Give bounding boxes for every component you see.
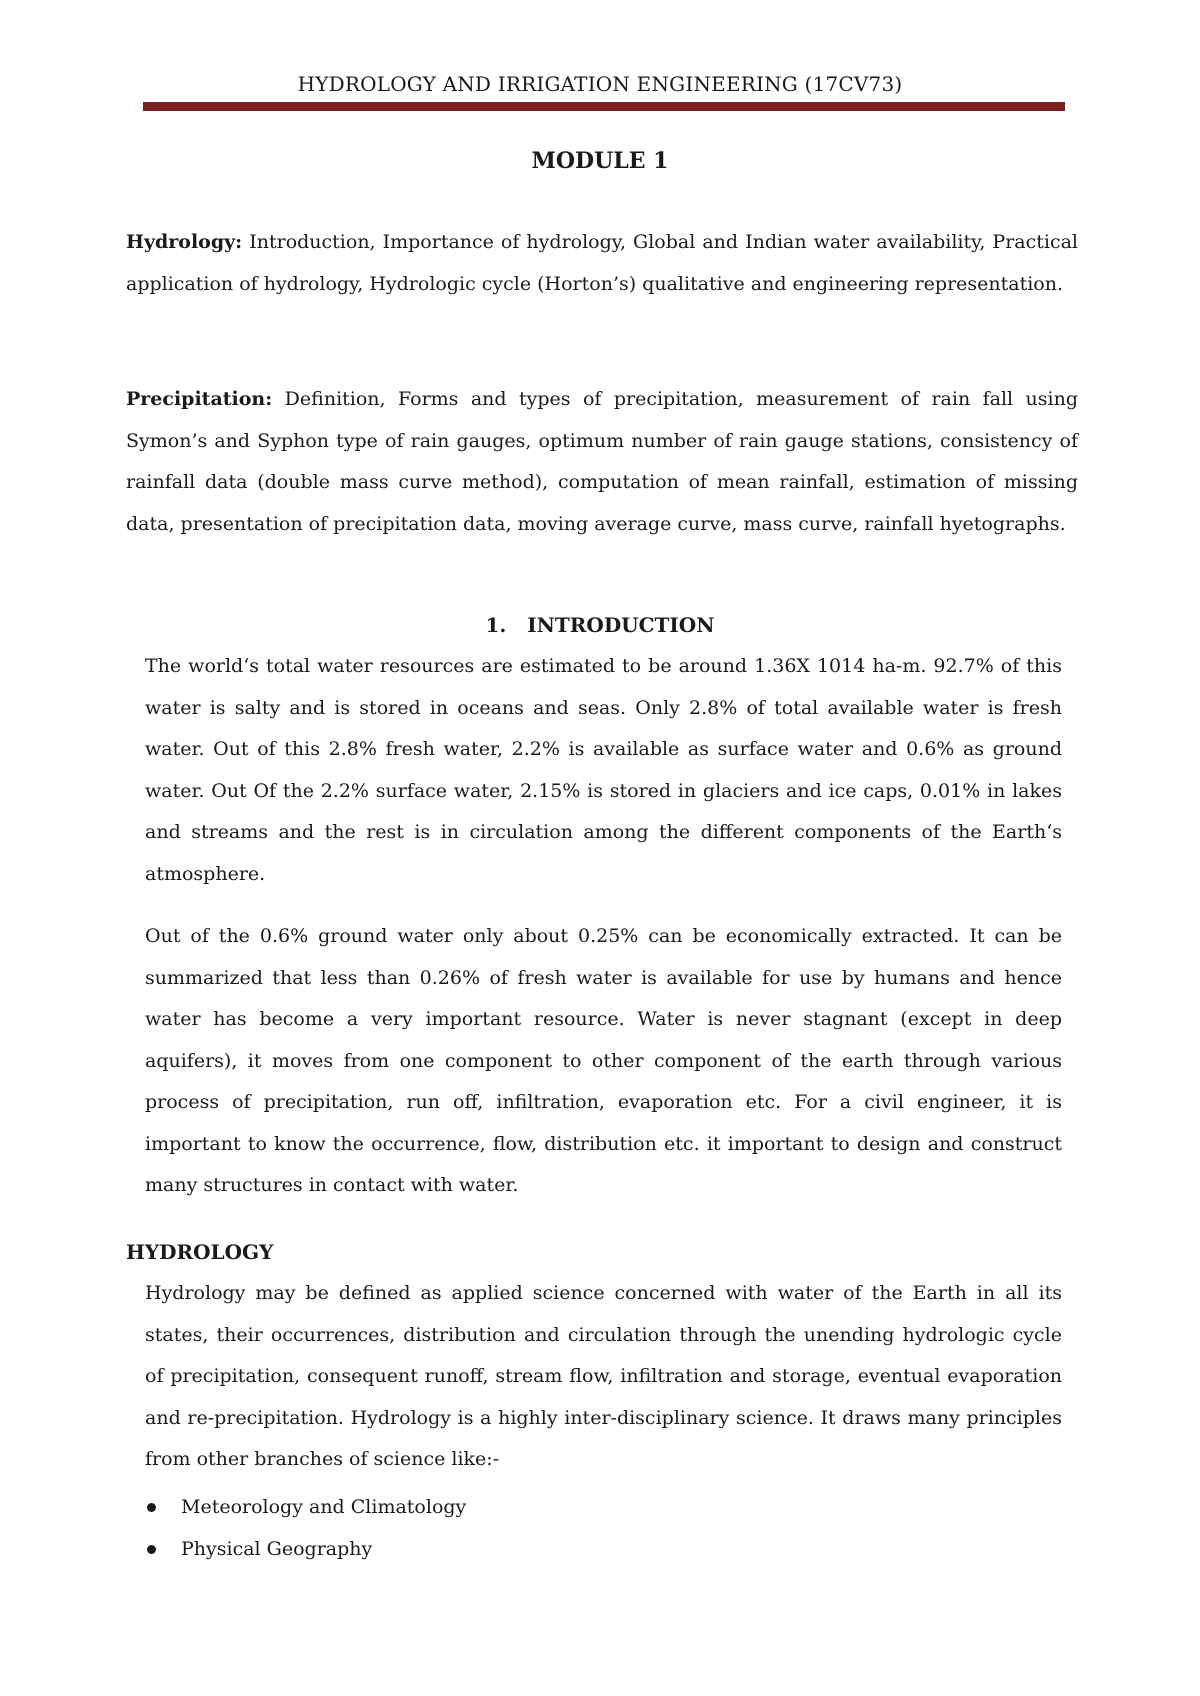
hydrology-heading: HYDROLOGY: [126, 1240, 274, 1264]
page-header-title: HYDROLOGY AND IRRIGATION ENGINEERING (17CV73): [297, 72, 903, 96]
syllabus-precipitation: [126, 379, 1078, 545]
syllabus-hydrology-text: Introduction, Importance of hydrology, Global and Indian water availability, Practical application of hydrology, Hydrologic cycle (Horton’s) qualitative and engineering representation.: [126, 231, 1078, 295]
syllabus-precipitation-text: Definition, Forms and types of precipitation, measurement of rain fall using Symon’s and Syphon type of rain gauges, optimum number of rain gauge stations, consistency of rainfall data (double mass curve method), computation of mean rainfall, estimation of missing data, presentation of precipitation data, moving average curve, mass curve, rainfall hyetographs.: [126, 388, 1078, 535]
introduction-paragraph-1: The world‘s total water resources are estimated to be around 1.36X 1014 ha-m. 92.7% of this water is salty and is stored in oceans and seas. Only 2.8% of total available water is fresh water. Out of this 2.8% fresh water, 2.2% is available as surface water and 0.6% as ground water. Out Of the 2.2% surface water, 2.15% is stored in glaciers and ice caps, 0.01% in lakes and streams and the rest is in circulation among the different components of the Earth‘s atmosphere.: [145, 655, 1062, 885]
syllabus-hydrology: [126, 222, 1078, 305]
list-item: Meteorology and Climatology: [145, 1487, 466, 1529]
list-item: Physical Geography: [145, 1529, 466, 1571]
header-divider: [143, 102, 1065, 111]
hydrology-paragraph-1: Hydrology may be defined as applied science concerned with water of the Earth in all its states, their occurrences, distribution and circulation through the unending hydrologic cycle of precipitation, consequent runoff, stream flow, infiltration and storage, eventual evaporation and re-precipitation. Hydrology is a highly inter-disciplinary science. It draws many principles from other branches of science like:-: [145, 1282, 1062, 1470]
syllabus-hydrology-label: Hydrology:: [126, 231, 243, 253]
introduction-paragraph-2: Out of the 0.6% ground water only about 0.25% can be economically extracted. It can be summarized that less than 0.26% of fresh water is available for use by humans and hence water has become a very important resource. Water is never stagnant (except in deep aquifers), it moves from one component to other component of the earth through various process of precipitation, run off, infiltration, evaporation etc. For a civil engineer, it is important to know the occurrence, flow, distribution etc. it important to design and construct many structures in contact with water.: [145, 925, 1062, 1196]
science-branches-list: [145, 1487, 466, 1570]
module-title: MODULE 1: [531, 148, 669, 174]
syllabus-precipitation-label: Precipitation:: [126, 388, 273, 410]
introduction-heading: 1. INTRODUCTION: [485, 613, 715, 637]
